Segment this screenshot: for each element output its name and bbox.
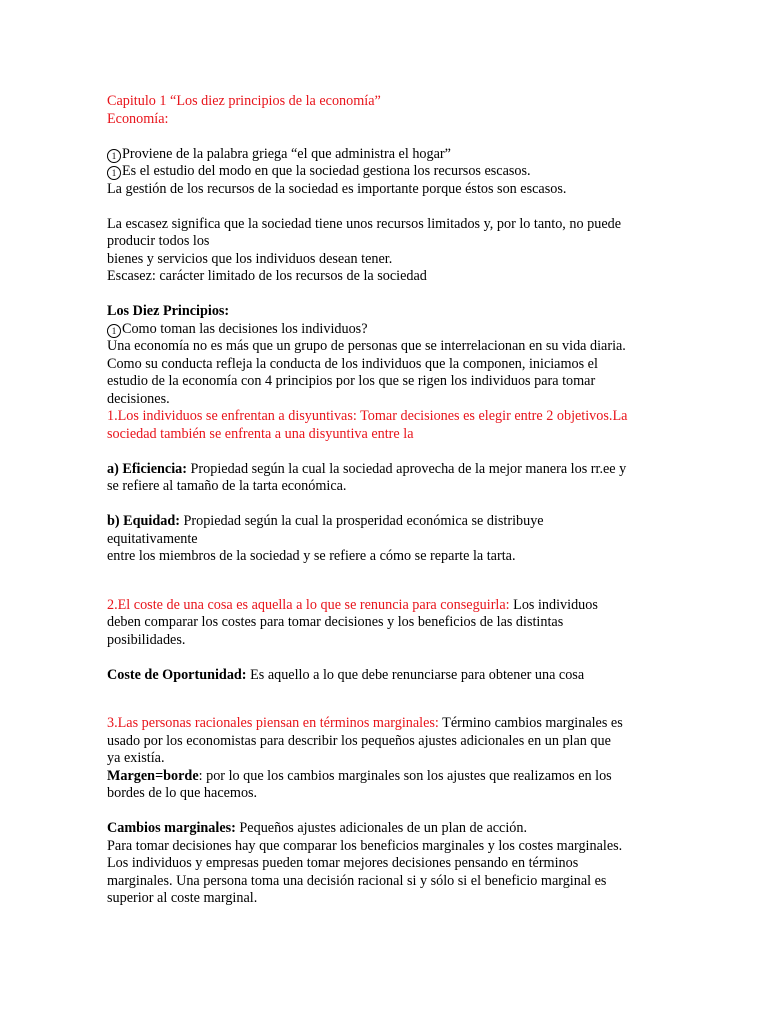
equity-text: Propiedad según la cual la prosperidad económica se distribuye bbox=[179, 513, 544, 529]
principles-heading: Los Diez Principios: bbox=[107, 303, 230, 319]
marginal-changes-text: Pequeños ajustes adicionales de un plan de acción. bbox=[235, 820, 528, 836]
intro-point-2-text: Es el estudio del modo en que la sociedad gestiona los recursos escasos. bbox=[122, 163, 531, 179]
marginal-line: Los individuos y empresas pueden tomar mejores decisiones pensando en términos bbox=[107, 855, 579, 871]
principle-3-line-3: ya existía. bbox=[107, 750, 165, 766]
opportunity-cost-label: Coste de Oportunidad: bbox=[107, 666, 247, 683]
principles-question-text: Como toman las decisiones los individuos? bbox=[122, 320, 368, 337]
principles-para-line: decisiones. bbox=[107, 390, 170, 407]
efficiency-line-2: se refiere al tamaño de la tarta económica. bbox=[107, 478, 347, 494]
principle-3-title: 3.Las personas racionales piensan en términos marginales: bbox=[107, 715, 439, 731]
margin-label: Margen=borde bbox=[107, 767, 199, 784]
principle-2-line-1 bbox=[107, 597, 687, 615]
principle-2-line-2: deben comparar los costes para tomar decisiones y los beneficios de las distintas bbox=[107, 614, 564, 630]
intro-point-2 bbox=[107, 163, 687, 181]
principle-3-line-2: usado por los economistas para describir los pequeños ajustes adicionales en un plan que bbox=[107, 732, 611, 749]
principle-3-text: Término cambios marginales es bbox=[438, 715, 623, 731]
marginal-changes-line-1 bbox=[107, 820, 687, 838]
equity-label: b) Equidad: bbox=[107, 513, 180, 529]
circled-one-icon: 1 bbox=[107, 149, 121, 163]
marginal-changes-label: Cambios marginales: bbox=[107, 820, 236, 836]
scarcity-line-2: producir todos los bbox=[107, 233, 210, 249]
intro-line-3: La gestión de los recursos de la sociedad es importante porque éstos son escasos. bbox=[107, 180, 567, 197]
equity-line-1 bbox=[107, 513, 687, 531]
section-subtitle: Economía: bbox=[107, 110, 169, 127]
opportunity-cost-text: Es aquello a lo que debe renunciarse para obtener una cosa bbox=[246, 666, 585, 683]
scarcity-line-1: La escasez significa que la sociedad tiene unos recursos limitados y, por lo tanto, no puede bbox=[107, 215, 622, 232]
intro-point-1-text: Proviene de la palabra griega “el que administra el hogar” bbox=[122, 145, 451, 162]
equity-line-3: entre los miembros de la sociedad y se refiere a cómo se reparte la tarta. bbox=[107, 548, 516, 564]
principle-2-text: Los individuos bbox=[509, 596, 598, 613]
marginal-line: Para tomar decisiones hay que comparar los beneficios marginales y los costes marginales. bbox=[107, 837, 623, 854]
equity-line-2: equitativamente bbox=[107, 530, 198, 547]
principle-3-line-1 bbox=[107, 715, 687, 733]
efficiency-line-1 bbox=[107, 461, 687, 479]
circled-one-icon: 1 bbox=[107, 324, 121, 338]
principles-para-line: estudio de la economía con 4 principios por los que se rigen los individuos para tomar bbox=[107, 373, 596, 389]
principles-para-line: Como su conducta refleja la conducta de los individuos que la componen, iniciamos el bbox=[107, 355, 598, 372]
opportunity-cost-line bbox=[107, 667, 687, 685]
margin-text: : por lo que los cambios marginales son los ajustes que realizamos en los bbox=[198, 767, 612, 784]
efficiency-label: a) Eficiencia: bbox=[107, 460, 187, 477]
efficiency-text: Propiedad según la cual la sociedad aprovecha de la mejor manera los rr.ee y bbox=[186, 460, 627, 477]
principles-para-line: Una economía no es más que un grupo de personas que se interrelacionan en su vida diaria. bbox=[107, 338, 626, 354]
marginal-line: superior al coste marginal. bbox=[107, 890, 258, 906]
circled-one-icon: 1 bbox=[107, 166, 121, 180]
chapter-title: Capitulo 1 “Los diez principios de la economía” bbox=[107, 93, 381, 109]
marginal-line: marginales. Una persona toma una decisión racional si y sólo si el beneficio marginal es bbox=[107, 872, 607, 889]
principles-question bbox=[107, 321, 687, 339]
margin-line-1 bbox=[107, 768, 687, 786]
margin-line-2: bordes de lo que hacemos. bbox=[107, 785, 258, 801]
principle-2-title: 2.El coste de una cosa es aquella a lo que se renuncia para conseguirla: bbox=[107, 596, 510, 613]
scarcity-line-3: bienes y servicios que los individuos desean tener. bbox=[107, 250, 393, 267]
principle-1-line-1: 1.Los individuos se enfrentan a disyuntivas: Tomar decisiones es elegir entre 2 objetivos.La bbox=[107, 408, 628, 424]
scarcity-line-4: Escasez: carácter limitado de los recursos de la sociedad bbox=[107, 268, 427, 284]
principle-2-line-3: posibilidades. bbox=[107, 631, 186, 648]
principle-1-line-2: sociedad también se enfrenta a una disyuntiva entre la bbox=[107, 425, 414, 442]
document-page bbox=[107, 93, 687, 908]
intro-point-1 bbox=[107, 146, 687, 164]
